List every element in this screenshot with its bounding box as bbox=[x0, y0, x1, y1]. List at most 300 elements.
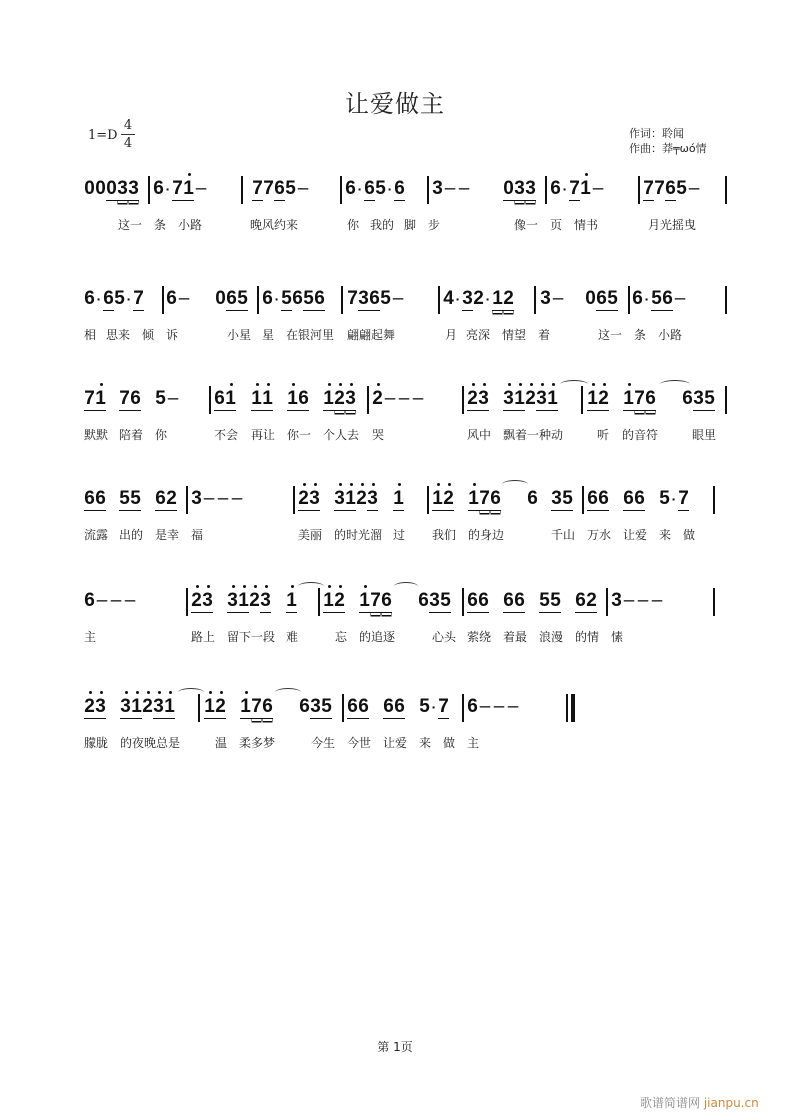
bar-line bbox=[725, 286, 727, 314]
note-group bbox=[155, 388, 180, 418]
note: 7 bbox=[84, 388, 95, 409]
note: 2 bbox=[142, 696, 153, 718]
dash-extension: – bbox=[195, 178, 207, 199]
note: 5 bbox=[155, 388, 166, 409]
note-group bbox=[468, 488, 501, 518]
dash-extension: – bbox=[623, 590, 635, 611]
note: 7 bbox=[569, 178, 580, 199]
octave-dot-icon bbox=[530, 383, 533, 386]
note: 6 bbox=[262, 288, 273, 309]
lyric: 今生 bbox=[311, 736, 336, 750]
note: 5 bbox=[550, 590, 561, 611]
augmentation-dot: · bbox=[455, 291, 461, 307]
lyric: 小星 bbox=[227, 328, 252, 342]
bar-line bbox=[340, 176, 342, 204]
note-group bbox=[345, 178, 405, 208]
lyric: 福 bbox=[191, 528, 204, 542]
octave-dot-icon bbox=[254, 585, 257, 588]
final-bar-line bbox=[566, 694, 568, 722]
note-group bbox=[119, 388, 141, 418]
note: 3 bbox=[95, 696, 106, 719]
note-group bbox=[418, 590, 451, 620]
note-group bbox=[585, 288, 618, 318]
note: 1 bbox=[164, 696, 175, 719]
dash-extension: – bbox=[674, 288, 686, 309]
note: 1 bbox=[262, 388, 273, 411]
note: 3 bbox=[358, 288, 369, 309]
lyric: 美丽 bbox=[298, 528, 323, 542]
lyric: 星 bbox=[262, 328, 275, 342]
lyric: 浪漫 bbox=[539, 630, 564, 644]
lyric: 愫 bbox=[611, 630, 624, 644]
dash-extension: – bbox=[592, 178, 604, 199]
octave-dot-icon bbox=[472, 383, 475, 386]
note: 1 bbox=[492, 288, 503, 309]
lyric: 条 bbox=[154, 218, 167, 232]
octave-dot-icon bbox=[291, 585, 294, 588]
note: 2 bbox=[443, 488, 454, 511]
note: 0 bbox=[503, 178, 514, 199]
lyric: 让爱 bbox=[383, 736, 408, 750]
lyric: 是幸 bbox=[155, 528, 180, 542]
lyric: 心头 bbox=[432, 630, 457, 644]
note: 1 bbox=[95, 388, 106, 411]
augmentation-dot: · bbox=[644, 291, 650, 307]
note: 7 bbox=[347, 288, 358, 309]
bar-line bbox=[628, 286, 630, 314]
note: 5 bbox=[285, 178, 296, 199]
note: 6 bbox=[394, 178, 405, 199]
note: 6 bbox=[665, 178, 676, 199]
bar-line bbox=[427, 486, 429, 514]
note: 6 bbox=[596, 288, 607, 309]
note: 1 bbox=[286, 590, 297, 613]
octave-dot-icon bbox=[209, 691, 212, 694]
note: 1 bbox=[345, 488, 356, 511]
bar-line bbox=[162, 286, 164, 314]
tie-arc-icon bbox=[502, 480, 528, 489]
note: 3 bbox=[153, 696, 164, 719]
note: 1 bbox=[238, 590, 249, 613]
bar-line bbox=[342, 694, 344, 722]
note: 3 bbox=[310, 696, 321, 717]
note-group bbox=[432, 488, 454, 518]
note-group bbox=[153, 178, 208, 208]
note: 0 bbox=[84, 178, 95, 199]
note: 2 bbox=[473, 288, 484, 309]
bar-line bbox=[241, 176, 243, 204]
note: 6 bbox=[467, 696, 478, 717]
note: 1 bbox=[225, 388, 236, 411]
tie-arc-icon bbox=[275, 688, 301, 697]
lyric: 思来 bbox=[106, 328, 131, 342]
note: 6 bbox=[503, 590, 514, 611]
note-group bbox=[503, 178, 536, 208]
note-group bbox=[227, 590, 271, 620]
dash-extension: – bbox=[637, 590, 649, 611]
note: 2 bbox=[525, 388, 536, 410]
note: 4 bbox=[443, 288, 454, 309]
key-signature: 1=D bbox=[88, 128, 118, 143]
dash-extension: – bbox=[493, 696, 505, 717]
note-group bbox=[587, 488, 609, 518]
bar-line bbox=[186, 486, 188, 514]
lyric: 诉 bbox=[166, 328, 179, 342]
dash-extension: – bbox=[398, 388, 410, 409]
note-group bbox=[240, 696, 273, 726]
tie-arc-icon bbox=[298, 582, 324, 591]
note: 6 bbox=[299, 696, 310, 717]
note: 6 bbox=[383, 696, 394, 717]
note: 3 bbox=[514, 178, 525, 199]
note: 5 bbox=[676, 178, 687, 199]
octave-dot-icon bbox=[158, 691, 161, 694]
lyric: 萦绕 bbox=[467, 630, 492, 644]
notes-row bbox=[0, 482, 790, 522]
augmentation-dot: · bbox=[274, 291, 280, 307]
note: 7 bbox=[643, 178, 654, 199]
note-group bbox=[120, 696, 175, 726]
note: 6 bbox=[645, 388, 656, 409]
note: 6 bbox=[369, 288, 380, 309]
note-group bbox=[262, 288, 325, 318]
note: 1 bbox=[547, 388, 558, 411]
lyric: 的音符 bbox=[622, 428, 659, 442]
note-group bbox=[551, 488, 573, 518]
note: 6 bbox=[587, 488, 598, 509]
note-group bbox=[84, 388, 106, 418]
dash-extension: – bbox=[392, 288, 404, 309]
note-group bbox=[682, 388, 715, 418]
note: 5 bbox=[562, 488, 573, 509]
note: 3 bbox=[536, 388, 547, 411]
note: 6 bbox=[314, 288, 325, 309]
lyrics-row bbox=[0, 526, 790, 544]
lyric: 留下一段 bbox=[227, 630, 276, 644]
bar-line bbox=[713, 588, 715, 616]
notes-row bbox=[0, 282, 790, 322]
note: 2 bbox=[249, 590, 260, 612]
note: 7 bbox=[654, 178, 665, 199]
note-group bbox=[419, 696, 449, 726]
notes-row bbox=[0, 382, 790, 422]
lyric: 着 bbox=[538, 328, 551, 342]
note: 5 bbox=[440, 590, 451, 611]
note: 5 bbox=[659, 488, 670, 509]
note: 1 bbox=[183, 178, 194, 201]
note-group bbox=[347, 288, 405, 318]
octave-dot-icon bbox=[350, 383, 353, 386]
note: 6 bbox=[292, 288, 303, 309]
augmentation-dot: · bbox=[165, 181, 171, 197]
lyric: 眼里 bbox=[692, 428, 717, 442]
lyrics-row bbox=[0, 628, 790, 646]
lyric: 我们 bbox=[432, 528, 457, 542]
lyric: 出的 bbox=[119, 528, 144, 542]
note: 7 bbox=[678, 488, 689, 509]
octave-dot-icon bbox=[303, 483, 306, 486]
augmentation-dot: · bbox=[126, 291, 132, 307]
page-number: 第 1页 bbox=[377, 1040, 413, 1054]
bar-line bbox=[186, 588, 188, 616]
note: 3 bbox=[120, 696, 131, 719]
note: 6 bbox=[381, 590, 392, 611]
note-group bbox=[575, 590, 597, 620]
bar-line bbox=[438, 286, 440, 314]
octave-dot-icon bbox=[136, 691, 139, 694]
lyric: 亮深 bbox=[466, 328, 491, 342]
note: 3 bbox=[128, 178, 139, 199]
note: 5 bbox=[607, 288, 618, 309]
lyric: 过 bbox=[393, 528, 406, 542]
note-group bbox=[550, 178, 605, 208]
octave-dot-icon bbox=[398, 483, 401, 486]
note: 5 bbox=[281, 288, 292, 309]
lyric: 小路 bbox=[178, 218, 203, 232]
octave-dot-icon bbox=[585, 173, 588, 176]
augmentation-dot: · bbox=[671, 491, 677, 507]
bar-line bbox=[293, 486, 295, 514]
octave-dot-icon bbox=[230, 383, 233, 386]
lyric: 风中 bbox=[467, 428, 492, 442]
note: 1 bbox=[468, 488, 479, 511]
lyric: 陪着 bbox=[119, 428, 144, 442]
lyric: 小路 bbox=[658, 328, 683, 342]
lyric: 路上 bbox=[191, 630, 216, 644]
dash-extension: – bbox=[178, 288, 190, 309]
note-group bbox=[432, 178, 471, 208]
bar-line bbox=[606, 588, 608, 616]
lyric: 翩翩起舞 bbox=[347, 328, 396, 342]
bar-line bbox=[582, 486, 584, 514]
lyric: 做 bbox=[443, 736, 456, 750]
octave-dot-icon bbox=[339, 585, 342, 588]
note: 5 bbox=[119, 488, 130, 509]
lyric: 千山 bbox=[551, 528, 576, 542]
dash-extension: – bbox=[651, 590, 663, 611]
note: 7 bbox=[133, 288, 144, 309]
augmentation-dot: · bbox=[357, 181, 363, 197]
lyrics-row bbox=[0, 326, 790, 344]
lyric: 个人去 bbox=[323, 428, 360, 442]
note-group bbox=[191, 488, 244, 518]
note-group bbox=[632, 288, 687, 318]
dash-extension: – bbox=[217, 488, 229, 509]
note: 2 bbox=[84, 696, 95, 719]
note-group bbox=[539, 590, 561, 620]
note: 6 bbox=[662, 288, 673, 309]
note: 1 bbox=[323, 388, 334, 411]
lyric: 条 bbox=[634, 328, 647, 342]
bar-line bbox=[257, 286, 259, 314]
time-signature bbox=[121, 118, 135, 151]
note: 6 bbox=[214, 388, 225, 409]
watermark-url: jianpu.cn bbox=[703, 1096, 759, 1110]
credits bbox=[629, 126, 707, 156]
bar-line bbox=[581, 386, 583, 414]
note: 5 bbox=[375, 178, 386, 199]
octave-dot-icon bbox=[100, 691, 103, 694]
dash-extension: – bbox=[412, 388, 424, 409]
note: 6 bbox=[84, 288, 95, 309]
octave-dot-icon bbox=[100, 383, 103, 386]
note: 6 bbox=[467, 590, 478, 611]
lyric: 的夜晚总是 bbox=[120, 736, 181, 750]
note: 3 bbox=[309, 488, 320, 511]
tie-arc-icon bbox=[394, 582, 418, 591]
octave-dot-icon bbox=[364, 585, 367, 588]
lyric: 哭 bbox=[372, 428, 385, 442]
octave-dot-icon bbox=[361, 483, 364, 486]
dash-extension: – bbox=[688, 178, 700, 199]
note-group bbox=[623, 388, 656, 418]
dash-extension: – bbox=[96, 590, 108, 611]
note-group bbox=[204, 696, 226, 726]
bar-line bbox=[209, 386, 211, 414]
note-group bbox=[299, 696, 332, 726]
bar-line bbox=[725, 176, 727, 204]
bar-line bbox=[341, 286, 343, 314]
octave-dot-icon bbox=[592, 383, 595, 386]
octave-dot-icon bbox=[628, 383, 631, 386]
note: 6 bbox=[155, 488, 166, 509]
watermark bbox=[640, 1094, 759, 1111]
dash-extension: – bbox=[297, 178, 309, 199]
augmentation-dot: · bbox=[387, 181, 393, 197]
note-group bbox=[215, 288, 248, 318]
note: 6 bbox=[550, 178, 561, 199]
lyric: 的时光溜 bbox=[334, 528, 383, 542]
watermark-text: 歌谱简谱网 bbox=[640, 1096, 701, 1110]
octave-dot-icon bbox=[267, 383, 270, 386]
note: 6 bbox=[345, 178, 356, 199]
note: 6 bbox=[598, 488, 609, 509]
note: 0 bbox=[95, 178, 106, 199]
octave-dot-icon bbox=[243, 585, 246, 588]
dash-extension: – bbox=[110, 590, 122, 611]
note: 6 bbox=[358, 696, 369, 717]
note: 2 bbox=[298, 488, 309, 511]
note: 6 bbox=[478, 590, 489, 611]
note: 3 bbox=[202, 590, 213, 613]
dash-extension: – bbox=[552, 288, 564, 309]
note: 6 bbox=[418, 590, 429, 611]
note: 7 bbox=[119, 388, 130, 409]
lyric: 的追逐 bbox=[359, 630, 396, 644]
note: 1 bbox=[251, 388, 262, 411]
octave-dot-icon bbox=[314, 483, 317, 486]
octave-dot-icon bbox=[350, 483, 353, 486]
lyric: 在银河里 bbox=[286, 328, 335, 342]
lyric: 默默 bbox=[84, 428, 109, 442]
lyric: 做 bbox=[683, 528, 696, 542]
note: 1 bbox=[287, 388, 298, 411]
final-bar-line-thick bbox=[571, 694, 575, 722]
note-group bbox=[527, 488, 538, 518]
lyric: 飘着一种动 bbox=[503, 428, 564, 442]
octave-dot-icon bbox=[207, 585, 210, 588]
bar-line bbox=[318, 588, 320, 616]
augmentation-dot: · bbox=[485, 291, 491, 307]
lyric: 页 bbox=[550, 218, 563, 232]
octave-dot-icon bbox=[519, 383, 522, 386]
lyric: 的情 bbox=[575, 630, 600, 644]
note-group bbox=[540, 288, 565, 318]
note: 1 bbox=[393, 488, 404, 511]
note: 5 bbox=[114, 288, 125, 309]
note-group bbox=[84, 590, 137, 620]
note: 7 bbox=[479, 488, 490, 509]
lyrics-row bbox=[0, 426, 790, 444]
note: 6 bbox=[623, 488, 634, 509]
dash-extension: – bbox=[124, 590, 136, 611]
augmentation-dot: · bbox=[431, 699, 437, 715]
octave-dot-icon bbox=[552, 383, 555, 386]
lyric: 流露 bbox=[84, 528, 109, 542]
time-signature-top: 4 bbox=[123, 118, 133, 133]
note: 6 bbox=[226, 288, 237, 309]
note-group bbox=[252, 178, 310, 208]
lyric: 月光摇曳 bbox=[648, 218, 697, 232]
note-group bbox=[119, 488, 141, 518]
note-group bbox=[191, 590, 213, 620]
octave-dot-icon bbox=[196, 585, 199, 588]
note: 0 bbox=[106, 178, 117, 199]
lyric: 这一 bbox=[118, 218, 143, 232]
note-group bbox=[251, 388, 273, 418]
notes-row bbox=[0, 584, 790, 624]
tie-arc-icon bbox=[660, 380, 690, 389]
note: 6 bbox=[84, 488, 95, 509]
note: 3 bbox=[345, 388, 356, 411]
lyric: 忘 bbox=[335, 630, 348, 644]
dash-extension: – bbox=[167, 388, 179, 409]
bar-line bbox=[462, 694, 464, 722]
note: 3 bbox=[478, 388, 489, 411]
note-group bbox=[467, 388, 489, 418]
notes-row bbox=[0, 172, 790, 212]
lyric: 主 bbox=[84, 630, 97, 644]
lyric: 听 bbox=[597, 428, 610, 442]
note-group bbox=[334, 488, 378, 518]
dash-extension: – bbox=[444, 178, 456, 199]
note: 2 bbox=[356, 488, 367, 510]
lyric: 情望 bbox=[502, 328, 527, 342]
note-group bbox=[393, 488, 404, 518]
note: 7 bbox=[634, 388, 645, 409]
note: 7 bbox=[370, 590, 381, 611]
note-group bbox=[84, 288, 144, 318]
octave-dot-icon bbox=[292, 383, 295, 386]
note-group bbox=[347, 696, 369, 726]
note: 1 bbox=[587, 388, 598, 411]
bar-line bbox=[427, 176, 429, 204]
note: 7 bbox=[251, 696, 262, 717]
octave-dot-icon bbox=[256, 383, 259, 386]
note: 2 bbox=[166, 488, 177, 509]
note: 3 bbox=[693, 388, 704, 409]
lyric: 的身边 bbox=[468, 528, 505, 542]
note: 2 bbox=[372, 388, 383, 410]
note: 7 bbox=[263, 178, 274, 199]
note: 1 bbox=[131, 696, 142, 719]
note: 3 bbox=[367, 488, 378, 511]
note: 5 bbox=[380, 288, 391, 309]
note: 2 bbox=[191, 590, 202, 613]
note: 5 bbox=[539, 590, 550, 611]
note-group bbox=[443, 288, 514, 318]
note: 2 bbox=[503, 288, 514, 309]
